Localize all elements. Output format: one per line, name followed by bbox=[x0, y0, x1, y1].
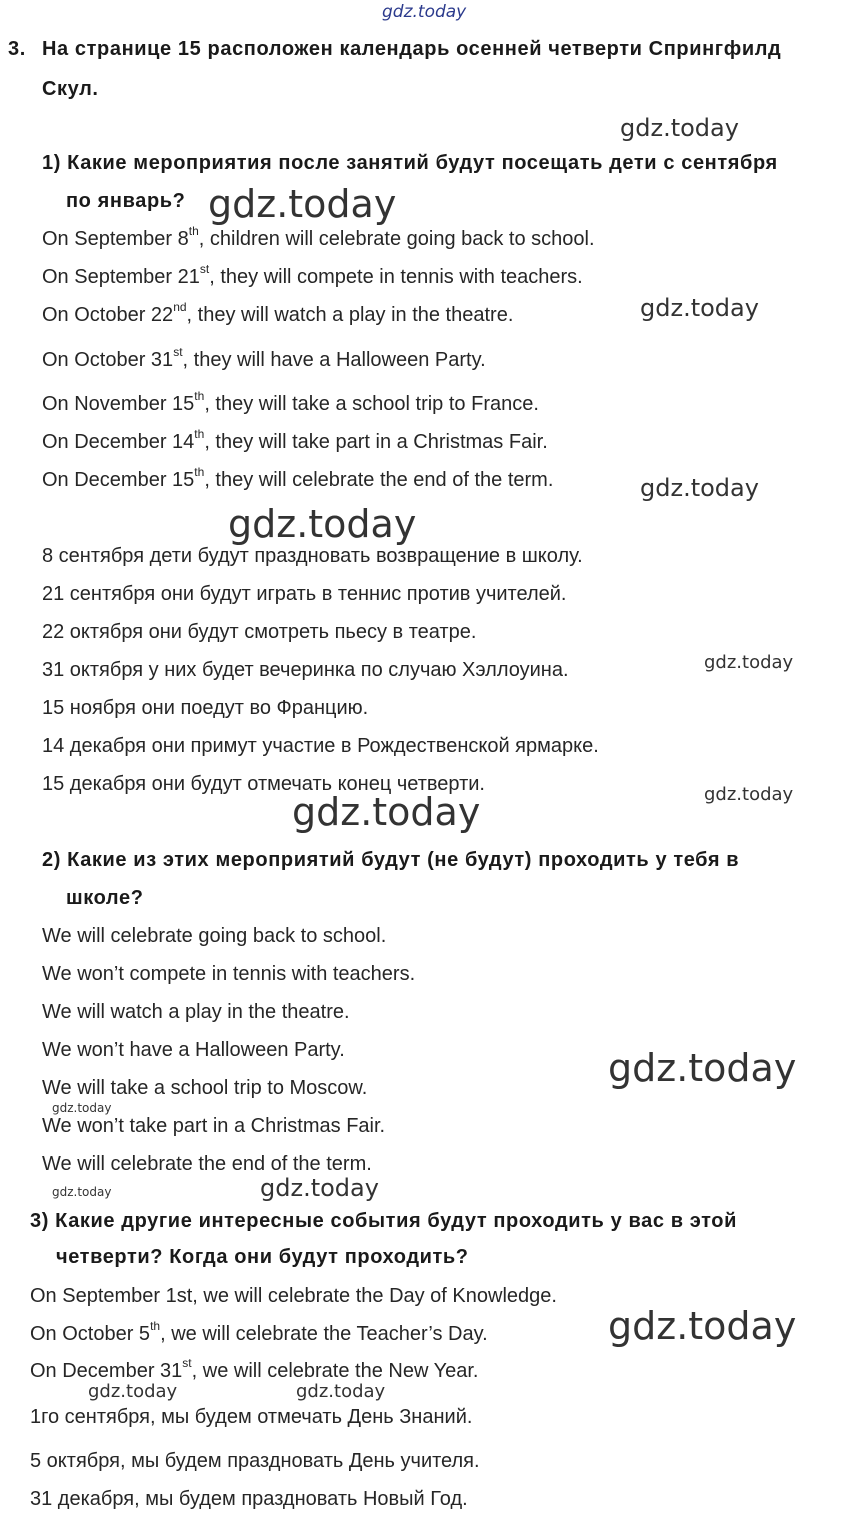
watermark-top: gdz.today bbox=[382, 2, 467, 22]
q1-english-line: On September 21st, they will compete in tennis with teachers. bbox=[42, 262, 583, 288]
q3-russian-line: 1го сентября, мы будем отмечать День Знаний. bbox=[30, 1406, 473, 1428]
q1-english-line: On November 15th, they will take a school trip to France. bbox=[42, 389, 539, 415]
q1-english-line: On October 31st, they will have a Halloween Party. bbox=[42, 345, 486, 371]
q3-russian-line: 31 декабря, мы будем праздновать Новый Год. bbox=[30, 1488, 468, 1510]
q1-english-line: On December 14th, they will take part in a Christmas Fair. bbox=[42, 427, 548, 453]
watermark: gdz.today bbox=[260, 1174, 379, 1202]
q1-heading-line1: 1) Какие мероприятия после занятий будут посещать дети с сентября bbox=[42, 152, 778, 174]
q2-answer-line: We won’t compete in tennis with teachers. bbox=[42, 963, 416, 985]
watermark: gdz.today bbox=[228, 502, 417, 546]
q1-russian-line: 22 октября они будут смотреть пьесу в театре. bbox=[42, 621, 477, 643]
q2-answer-line: We will celebrate the end of the term. bbox=[42, 1153, 372, 1175]
q1-english-line: On October 22nd, they will watch a play in the theatre. bbox=[42, 300, 514, 326]
q1-russian-line: 31 октября у них будет вечеринка по случаю Хэллоуина. bbox=[42, 659, 569, 681]
q2-answer-line: We won’t take part in a Christmas Fair. bbox=[42, 1115, 386, 1137]
watermark: gdz.today bbox=[52, 1185, 112, 1199]
q2-heading-line1: 2) Какие из этих мероприятий будут (не будут) проходить у тебя в bbox=[42, 849, 740, 871]
q2-answer-line: We will celebrate going back to school. bbox=[42, 925, 387, 947]
watermark: gdz.today bbox=[88, 1381, 178, 1402]
q1-english-line: On December 15th, they will celebrate the end of the term. bbox=[42, 465, 554, 491]
q1-russian-line: 15 декабря они будут отмечать конец четверти. bbox=[42, 773, 485, 795]
q3-heading-line2: четверти? Когда они будут проходить? bbox=[56, 1246, 469, 1268]
q2-answer-line: We will watch a play in the theatre. bbox=[42, 1001, 350, 1023]
q2-heading-line2: школе? bbox=[66, 887, 144, 909]
q1-russian-line: 15 ноября они поедут во Францию. bbox=[42, 697, 369, 719]
task-title-line2: Скул. bbox=[42, 78, 99, 100]
task-title-line1: На странице 15 расположен календарь осенней четверти Спрингфилд bbox=[42, 38, 782, 60]
watermark: gdz.today bbox=[704, 784, 794, 805]
q2-answer-line: We won’t have a Halloween Party. bbox=[42, 1039, 345, 1061]
q1-russian-line: 8 сентября дети будут праздновать возвращение в школу. bbox=[42, 545, 583, 567]
watermark: gdz.today bbox=[704, 652, 794, 673]
q1-heading-line2: по январь? bbox=[66, 190, 186, 212]
watermark: gdz.today bbox=[208, 182, 397, 226]
q3-english-line: On October 5th, we will celebrate the Teacher’s Day. bbox=[30, 1319, 488, 1345]
watermark: gdz.today bbox=[296, 1381, 386, 1402]
watermark: gdz.today bbox=[292, 790, 481, 834]
watermark: gdz.today bbox=[620, 114, 739, 142]
watermark: gdz.today bbox=[640, 294, 759, 322]
q3-english-line: On December 31st, we will celebrate the New Year. bbox=[30, 1356, 479, 1382]
q3-heading-line1: 3) Какие другие интересные события будут проходить у вас в этой bbox=[30, 1210, 737, 1232]
task-number: 3. bbox=[8, 38, 26, 60]
q3-russian-line: 5 октября, мы будем праздновать День учителя. bbox=[30, 1450, 480, 1472]
q1-english-line: On September 8th, children will celebrate going back to school. bbox=[42, 224, 595, 250]
watermark: gdz.today bbox=[640, 474, 759, 502]
watermark: gdz.today bbox=[52, 1101, 112, 1115]
q3-english-line: On September 1st, we will celebrate the Day of Knowledge. bbox=[30, 1285, 557, 1307]
watermark: gdz.today bbox=[608, 1046, 797, 1090]
q1-russian-line: 14 декабря они примут участие в Рождественской ярмарке. bbox=[42, 735, 599, 757]
watermark: gdz.today bbox=[608, 1304, 797, 1348]
q2-answer-line: We will take a school trip to Moscow. bbox=[42, 1077, 368, 1099]
q1-russian-line: 21 сентября они будут играть в теннис против учителей. bbox=[42, 583, 567, 605]
